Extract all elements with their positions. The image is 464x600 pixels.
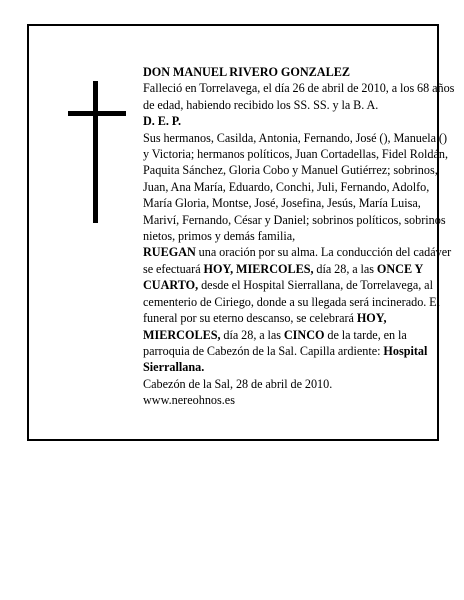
death-statement: Falleció en Torrelavega, el día 26 de abril de 2010, a los 68 años de edad, habiendo recibido los SS. SS. y la B. A. xyxy=(143,81,455,112)
conduction-day: HOY, MIERCOLES, xyxy=(203,261,314,276)
prayer-text-5: de la tarde, en la parroquia de Cabezón de la Sal. Capilla ardiente: xyxy=(143,327,407,358)
ceremony-paragraph xyxy=(143,244,455,375)
chapel-name: Hospital Sierrallana. xyxy=(143,343,428,375)
deceased-name: DON MANUEL RIVERO GONZALEZ xyxy=(143,65,350,79)
ruegan-label: RUEGAN xyxy=(143,245,196,260)
prayer-text-2: día 28, a las xyxy=(313,261,377,276)
prayer-text-3: desde el Hospital Sierrallana, de Torrelavega, al cementerio de Ciriego, donde a su llegada será incinerado. El funeral por su eterno descanso, se celebrará xyxy=(143,278,441,326)
funeral-day: HOY, MIERCOLES, xyxy=(143,311,387,342)
place-date: Cabezón de la Sal, 28 de abril de 2010. xyxy=(143,376,333,391)
website: www.nereohnos.es xyxy=(143,393,235,408)
prayer-text-4: día 28, a las xyxy=(220,327,284,342)
cross-icon xyxy=(93,81,98,223)
conduction-time: ONCE Y CUARTO, xyxy=(143,261,423,293)
prayer-text-1: una oración por su alma. La conducción del cadáver se efectuará xyxy=(143,245,452,276)
obituary-notice xyxy=(27,24,455,441)
cross-icon-arm xyxy=(68,111,126,116)
rip-heading: D. E. P. xyxy=(143,114,182,129)
obituary-text xyxy=(143,64,455,409)
family-list: Sus hermanos, Casilda, Antonia, Fernando, José (), Manuela () y Victoria; hermanos políticos, Juan Cortadellas, Fidel Roldán, Paquita Sánchez, Gloria Cobo y Manuel Gutiérrez; sobrinos, Juan, Ana María, Eduardo, Conchi, Juli, Fernando, Adolfo, María Gloria, Montse, José, Josefina, Jesús, María Luisa, Mariví, Fernando, César y Daniel; sobrinos políticos, sobrinos nietos, primos y demás familia, xyxy=(143,130,448,244)
funeral-time: CINCO xyxy=(283,327,325,342)
